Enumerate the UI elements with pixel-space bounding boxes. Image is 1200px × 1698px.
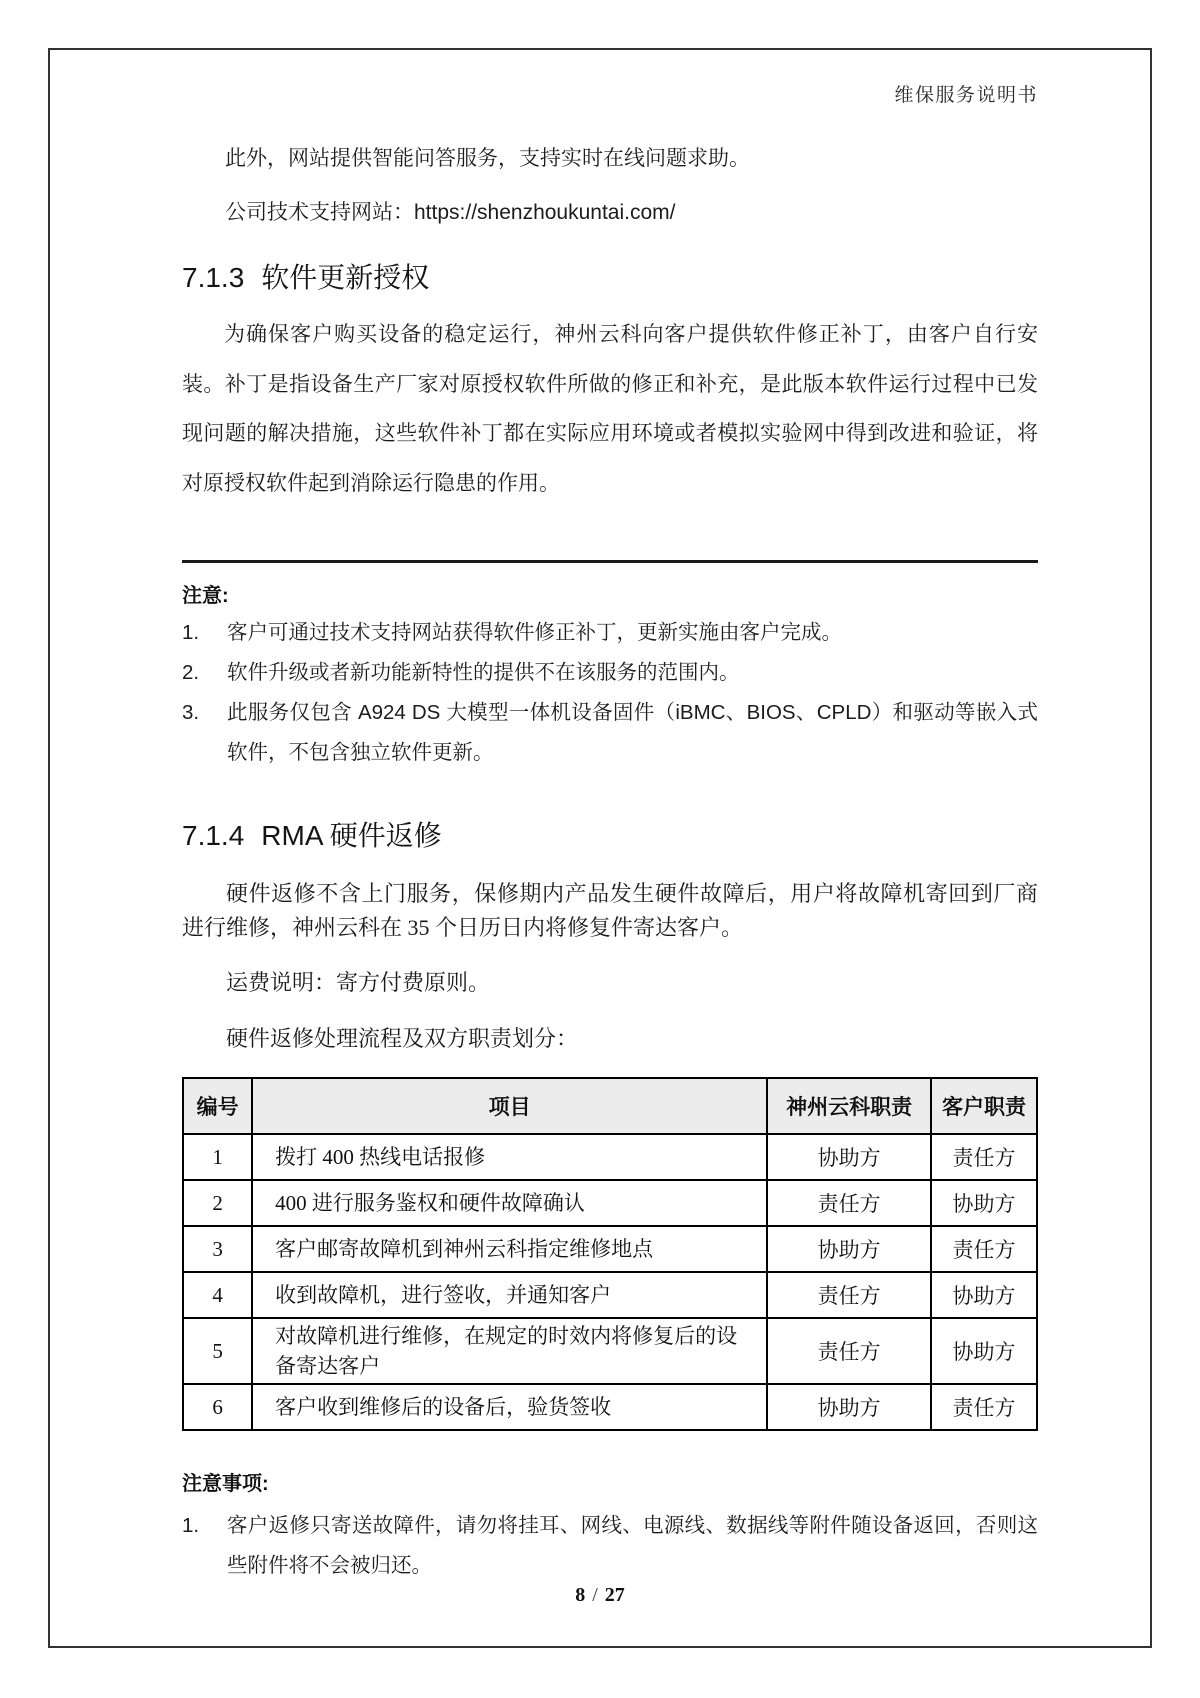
cell-customer-duty: 责任方 — [931, 1384, 1037, 1430]
cell-number: 2 — [183, 1180, 252, 1226]
cell-item: 对故障机进行维修，在规定的时效内将修复后的设备寄达客户 — [252, 1318, 767, 1384]
rma-process-table — [182, 1077, 1038, 1431]
notice-item-number: 3. — [182, 701, 200, 724]
notice-item — [182, 653, 1038, 693]
table-header-number: 编号 — [183, 1078, 252, 1134]
cell-number: 4 — [183, 1272, 252, 1318]
section-714-heading — [182, 817, 1038, 855]
section-714-title: RMA 硬件返修 — [261, 820, 442, 851]
support-website-line: 公司技术支持网站：https://shenzhoukuntai.com/ — [225, 201, 676, 224]
notice-item — [182, 693, 1038, 773]
cell-vendor-duty: 协助方 — [767, 1134, 931, 1180]
notice-item-number: 2. — [182, 661, 200, 684]
cell-item: 客户收到维修后的设备后，验货签收 — [252, 1384, 767, 1430]
notice-item-text: 客户可通过技术支持网站获得软件修正补丁，更新实施由客户完成。 — [227, 621, 842, 644]
table-row — [183, 1272, 1037, 1318]
table-row — [183, 1134, 1037, 1180]
cell-number: 5 — [183, 1318, 252, 1384]
table-row — [183, 1318, 1037, 1384]
cell-customer-duty: 协助方 — [931, 1272, 1037, 1318]
notice-item-text: 软件升级或者新功能新特性的提供不在该服务的范围内。 — [227, 661, 740, 684]
table-header-vendor-duty: 神州云科职责 — [767, 1078, 931, 1134]
table-row — [183, 1384, 1037, 1430]
cell-item: 收到故障机，进行签收，并通知客户 — [252, 1272, 767, 1318]
page-number-separator: / — [592, 1584, 598, 1606]
cell-item: 客户邮寄故障机到神州云科指定维修地点 — [252, 1226, 767, 1272]
section-713-number: 7.1.3 — [182, 262, 245, 293]
notice-list-713 — [182, 613, 1038, 773]
section-713-body: 为确保客户购买设备的稳定运行，神州云科向客户提供软件修正补丁，由客户自行安装。补丁是指设备生产厂家对原授权软件所做的修正和补充，是此版本软件运行过程中已发现问题的解决措施，这些软件补丁都在实际应用环境或者模拟实验网中得到改进和验证，将对原授权软件起到消除运行隐患的作用。 — [182, 323, 1038, 495]
notice-list-714 — [182, 1506, 1038, 1586]
notice-item-number: 1. — [182, 1514, 200, 1537]
notice-item — [182, 613, 1038, 653]
cell-customer-duty: 协助方 — [931, 1318, 1037, 1384]
section-713-title: 软件更新授权 — [261, 262, 430, 293]
table-row — [183, 1180, 1037, 1226]
cell-customer-duty: 协助方 — [931, 1180, 1037, 1226]
notice-label: 注意: — [182, 585, 229, 607]
page-number-total: 27 — [604, 1584, 625, 1606]
cell-vendor-duty: 协助方 — [767, 1226, 931, 1272]
section-714-paragraph-1: 硬件返修不含上门服务，保修期内产品发生硬件故障后，用户将故障机寄回到厂商进行维修，神州云科在 35 个日历日内将修复件寄达客户。 — [182, 881, 1038, 940]
section-714-number: 7.1.4 — [182, 820, 245, 851]
notice-item-text: 客户返修只寄送故障件，请勿将挂耳、网线、电源线、数据线等附件随设备返回，否则这些附件将不会被归还。 — [227, 1514, 1038, 1577]
cell-customer-duty: 责任方 — [931, 1134, 1037, 1180]
notes-label: 注意事项: — [182, 1473, 269, 1495]
page-border-frame — [48, 48, 1152, 1648]
cell-number: 6 — [183, 1384, 252, 1430]
section-714-paragraph-2: 运费说明：寄方付费原则。 — [226, 970, 491, 995]
page-footer — [50, 1582, 1150, 1608]
table-header-item: 项目 — [252, 1078, 767, 1134]
document-header-title: 维保服务说明书 — [894, 85, 1038, 106]
table-header-customer-duty: 客户职责 — [931, 1078, 1037, 1134]
cell-item: 拨打 400 热线电话报修 — [252, 1134, 767, 1180]
notice-item-number: 1. — [182, 621, 200, 644]
cell-customer-duty: 责任方 — [931, 1226, 1037, 1272]
cell-item: 400 进行服务鉴权和硬件故障确认 — [252, 1180, 767, 1226]
table-header-row — [183, 1078, 1037, 1134]
cell-vendor-duty: 责任方 — [767, 1272, 931, 1318]
section-714-paragraph-3: 硬件返修处理流程及双方职责划分： — [226, 1025, 579, 1051]
cell-vendor-duty: 责任方 — [767, 1180, 931, 1226]
notice-item — [182, 1506, 1038, 1586]
cell-vendor-duty: 责任方 — [767, 1318, 931, 1384]
section-713-heading — [182, 259, 1038, 297]
page-number-current: 8 — [575, 1584, 586, 1606]
cell-vendor-duty: 协助方 — [767, 1384, 931, 1430]
cell-number: 1 — [183, 1134, 252, 1180]
table-row — [183, 1226, 1037, 1272]
intro-paragraph: 此外，网站提供智能问答服务，支持实时在线问题求助。 — [225, 147, 750, 170]
cell-number: 3 — [183, 1226, 252, 1272]
notice-divider-rule — [182, 560, 1038, 563]
page-content — [50, 83, 1150, 1586]
notice-item-text: 此服务仅包含 A924 DS 大模型一体机设备固件（iBMC、BIOS、CPLD）和驱动等嵌入式软件，不包含独立软件更新。 — [227, 701, 1038, 764]
